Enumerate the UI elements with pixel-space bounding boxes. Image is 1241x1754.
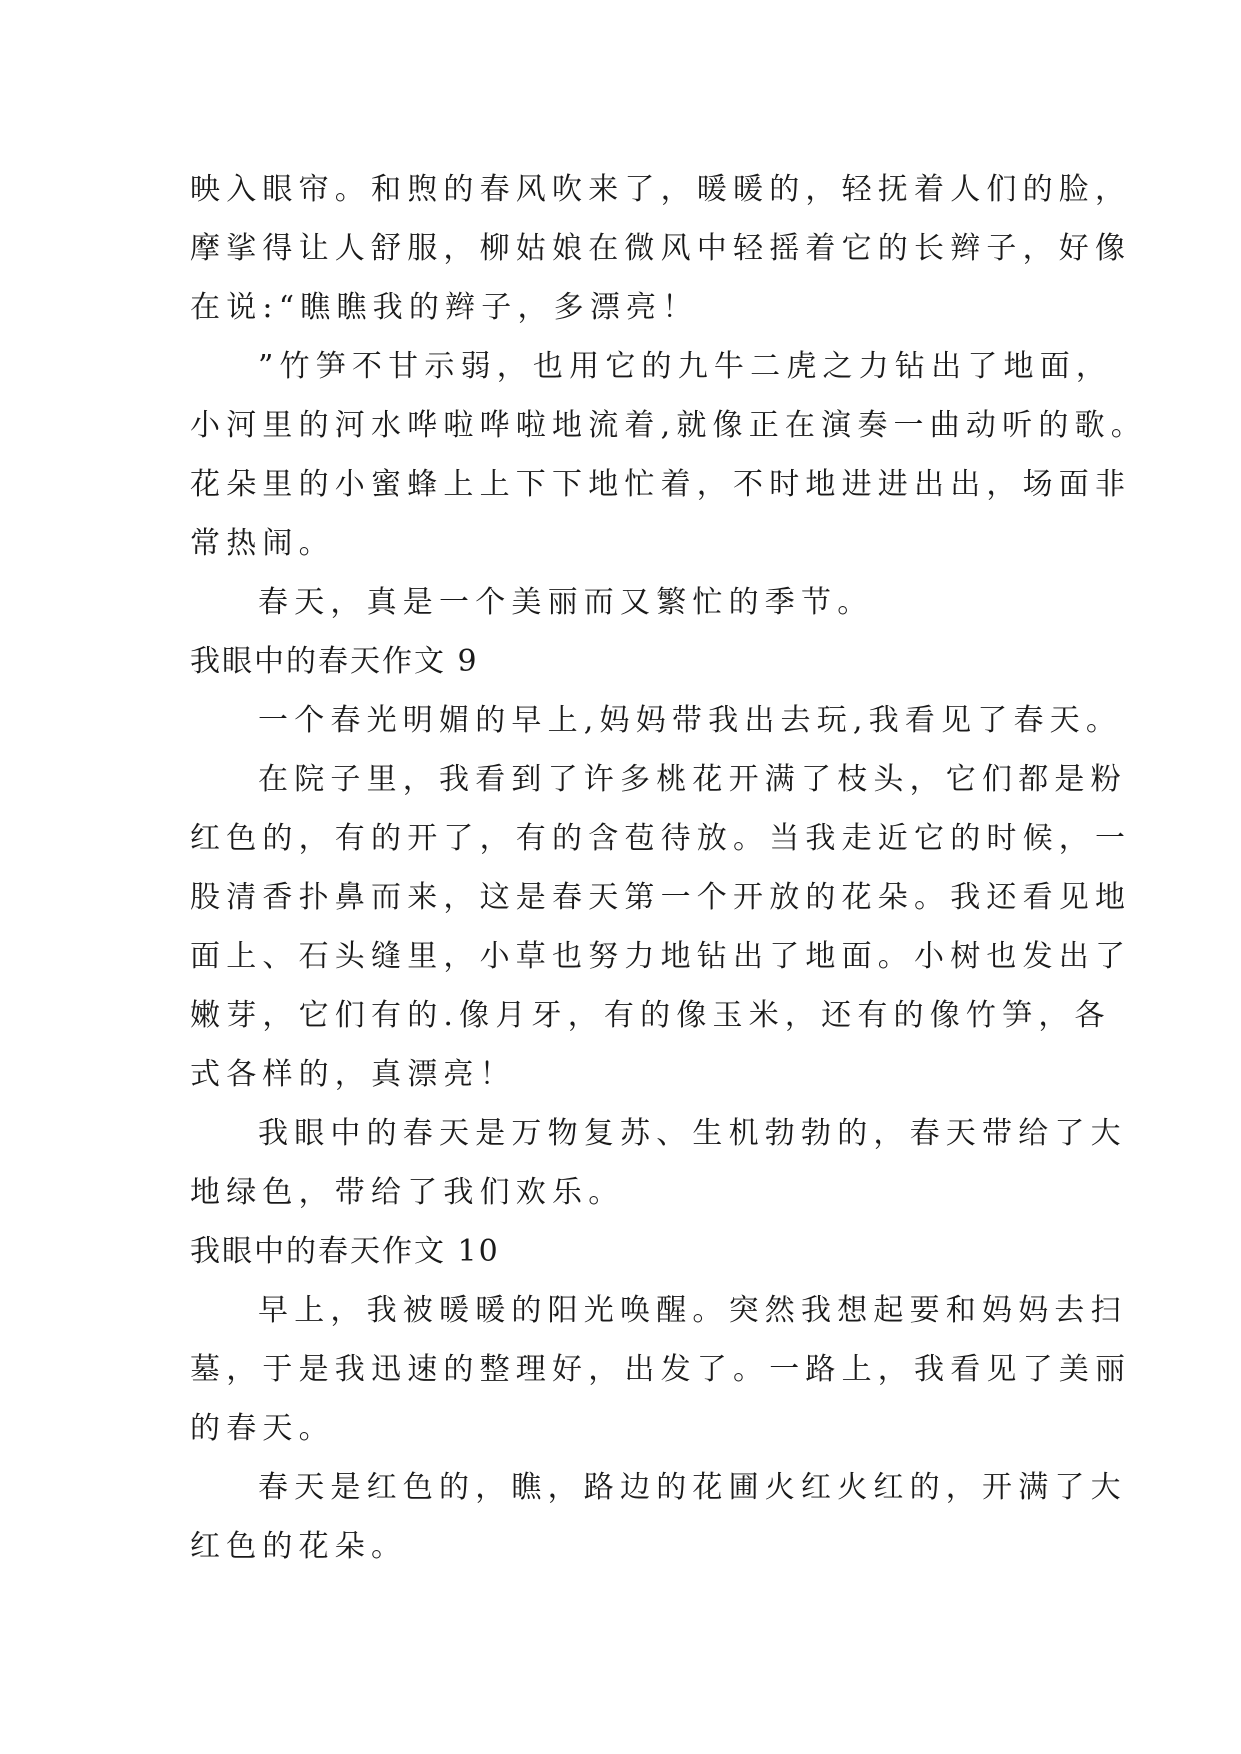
text-line: 一个春光明媚的早上,妈妈带我出去玩,我看见了春天。 <box>258 703 1123 738</box>
text-line: 花朵里的小蜜蜂上上下下地忙着，不时地进进出出，场面非 <box>190 467 1132 502</box>
text-line: 式各样的，真漂亮！ <box>190 1057 516 1092</box>
text-line: 的春天。 <box>190 1411 335 1446</box>
text-line: 股清香扑鼻而来，这是春天第一个开放的花朵。我还看见地 <box>190 880 1132 915</box>
text-line: 面上、石头缝里，小草也努力地钻出了地面。小树也发出了 <box>190 939 1132 974</box>
text-line: 在院子里，我看到了许多桃花开满了枝头，它们都是粉 <box>258 762 1127 797</box>
text-line: 我眼中的春天是万物复苏、生机勃勃的，春天带给了大 <box>258 1116 1127 1151</box>
text-line: 摩挲得让人舒服，柳姑娘在微风中轻摇着它的长辫子，好像 <box>190 231 1132 266</box>
text-line: 红色的，有的开了，有的含苞待放。当我走近它的时候，一 <box>190 821 1132 856</box>
text-line: 在说:“瞧瞧我的辫子，多漂亮！ <box>190 290 699 325</box>
document-body <box>190 160 1147 1576</box>
text-line: 红色的花朵。 <box>190 1529 408 1564</box>
text-line: 嫩芽，它们有的.像月牙，有的像玉米，还有的像竹笋，各 <box>190 998 1111 1033</box>
text-line: ”竹笋不甘示弱，也用它的九牛二虎之力钻出了地面， <box>258 349 1113 384</box>
text-line: 春天是红色的，瞧，路边的花圃火红火红的，开满了大 <box>258 1470 1127 1505</box>
text-line: 地绿色，带给了我们欢乐。 <box>190 1175 625 1210</box>
text-line: 春天，真是一个美丽而又繁忙的季节。 <box>258 585 874 620</box>
text-line: 早上，我被暖暖的阳光唤醒。突然我想起要和妈妈去扫 <box>258 1293 1127 1328</box>
text-line: 小河里的河水哗啦哗啦地流着,就像正在演奏一曲动听的歌。 <box>190 408 1147 443</box>
section-heading: 我眼中的春天作文 10 <box>190 1234 500 1269</box>
section-heading: 我眼中的春天作文 9 <box>190 644 479 679</box>
text-line: 墓，于是我迅速的整理好，出发了。一路上，我看见了美丽 <box>190 1352 1132 1387</box>
text-line: 映入眼帘。和煦的春风吹来了，暖暖的，轻抚着人们的脸， <box>190 172 1132 207</box>
text-line: 常热闹。 <box>190 526 335 561</box>
